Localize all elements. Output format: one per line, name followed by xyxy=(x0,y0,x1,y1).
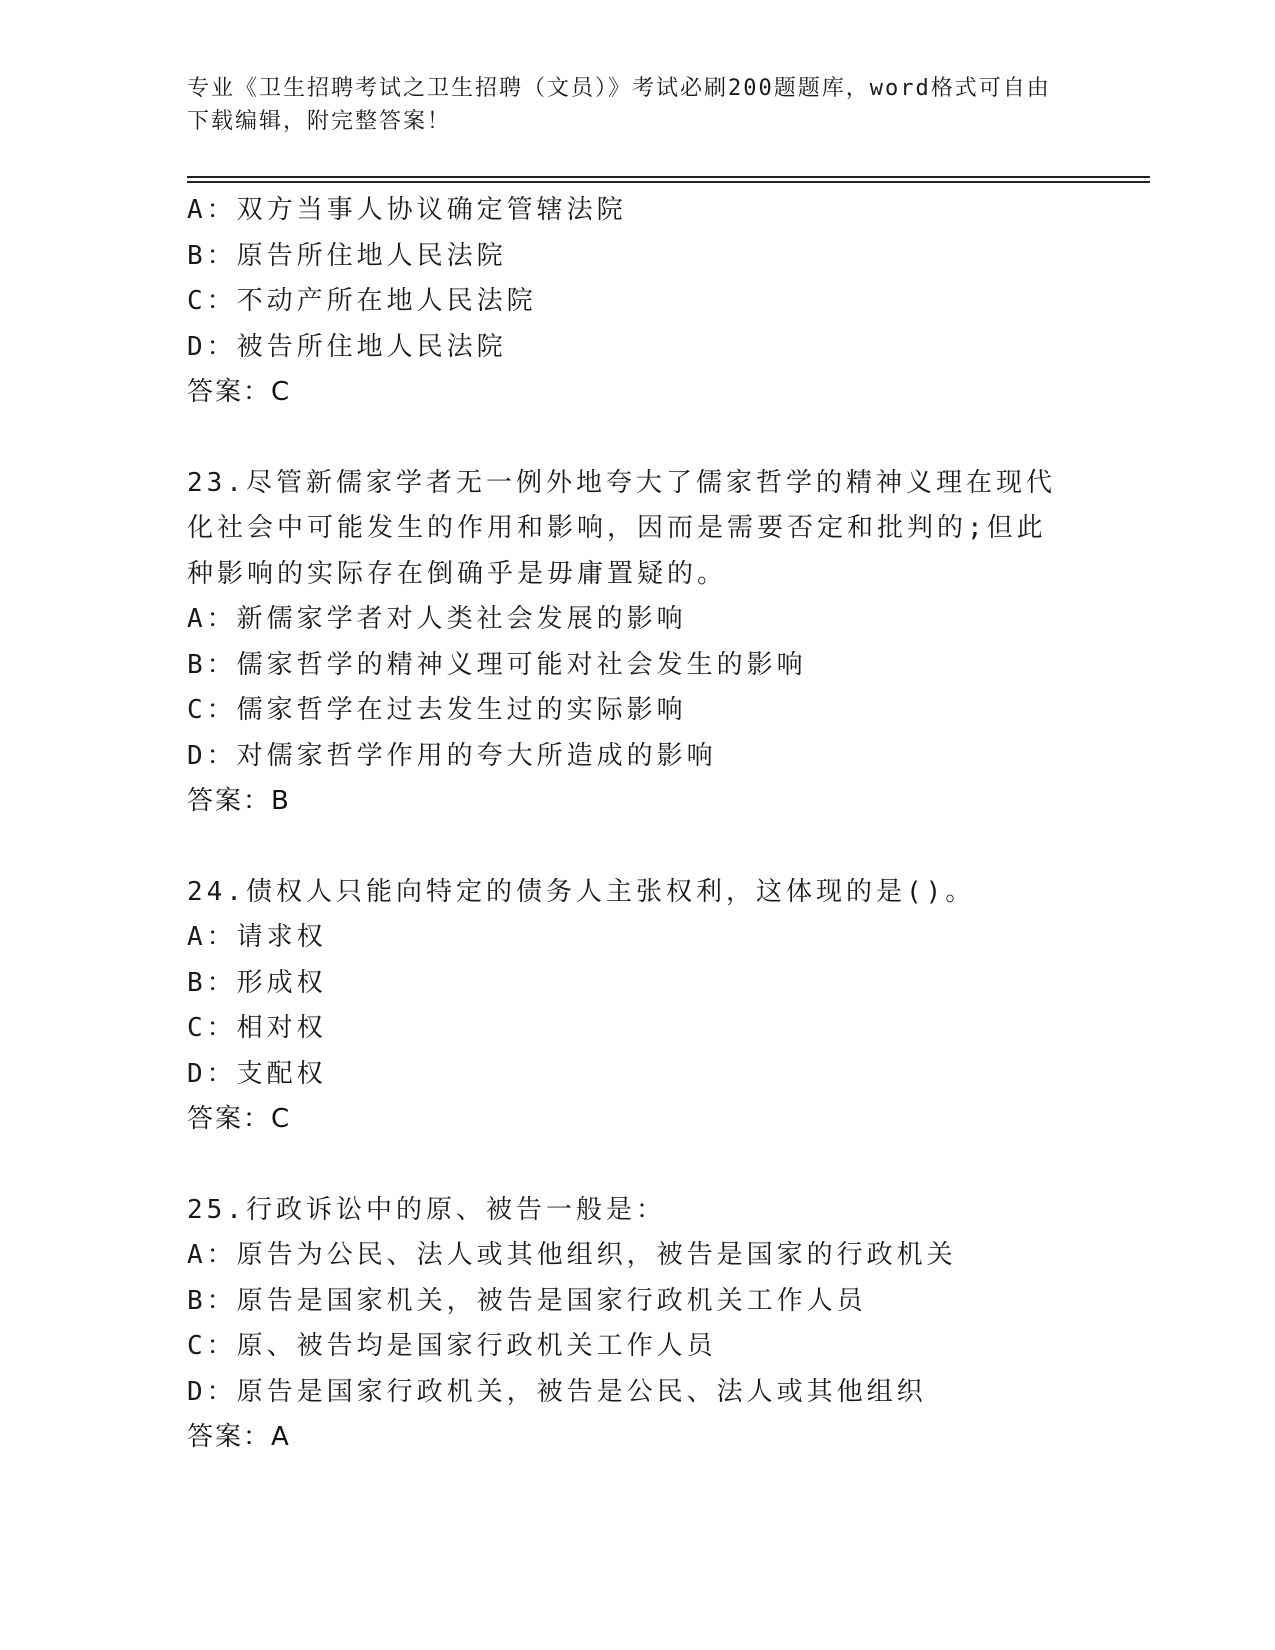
option-b: B：原告所住地人民法院 xyxy=(187,240,507,271)
option-d: D：对儒家哲学作用的夸大所造成的影响 xyxy=(187,740,717,771)
answer-line: 答案：C xyxy=(187,377,292,407)
option-a: A：原告为公民、法人或其他组织，被告是国家的行政机关 xyxy=(187,1240,957,1270)
option-b: B：儒家哲学的精神义理可能对社会发生的影响 xyxy=(187,649,807,680)
question-spacer xyxy=(187,825,1087,870)
option-d: D：被告所住地人民法院 xyxy=(187,331,507,362)
header-divider-bottom xyxy=(187,181,1150,183)
answer-line: 答案：A xyxy=(187,1422,291,1452)
question-spacer xyxy=(187,416,1087,461)
option-d: D：原告是国家行政机关，被告是公民、法人或其他组织 xyxy=(187,1376,927,1407)
question-list xyxy=(187,188,1087,1461)
question-text: 24.债权人只能向特定的债务人主张权利，这体现的是()。 xyxy=(187,876,976,907)
document-header: 专业《卫生招聘考试之卫生招聘（文员）》考试必刷200题题库，word格式可自由下载编辑，附完整答案！ xyxy=(187,76,1051,134)
question-block-22 xyxy=(187,188,1087,416)
header-divider-top xyxy=(187,176,1150,178)
question-block-23 xyxy=(187,461,1087,825)
question-block-24 xyxy=(187,870,1087,1143)
option-c: C：儒家哲学在过去发生过的实际影响 xyxy=(187,695,687,725)
option-b: B：形成权 xyxy=(187,967,327,998)
question-text: 23.尽管新儒家学者无一例外地夸大了儒家哲学的精神义理在现代化社会中可能发生的作用和影响，因而是需要否定和批判的;但此种影响的实际存在倒确乎是毋庸置疑的。 xyxy=(187,467,1056,589)
option-c: C：相对权 xyxy=(187,1013,327,1043)
option-a: A：新儒家学者对人类社会发展的影响 xyxy=(187,604,687,634)
question-block-25 xyxy=(187,1188,1087,1461)
option-c: C：不动产所在地人民法院 xyxy=(187,286,537,316)
option-d: D：支配权 xyxy=(187,1058,327,1089)
option-a: A：双方当事人协议确定管辖法院 xyxy=(187,195,627,225)
option-c: C：原、被告均是国家行政机关工作人员 xyxy=(187,1331,717,1361)
question-text: 25.行政诉讼中的原、被告一般是： xyxy=(187,1194,666,1225)
question-spacer xyxy=(187,1143,1087,1188)
answer-line: 答案：B xyxy=(187,786,291,816)
option-a: A：请求权 xyxy=(187,922,327,952)
option-b: B：原告是国家机关，被告是国家行政机关工作人员 xyxy=(187,1285,867,1316)
answer-line: 答案：C xyxy=(187,1104,292,1134)
